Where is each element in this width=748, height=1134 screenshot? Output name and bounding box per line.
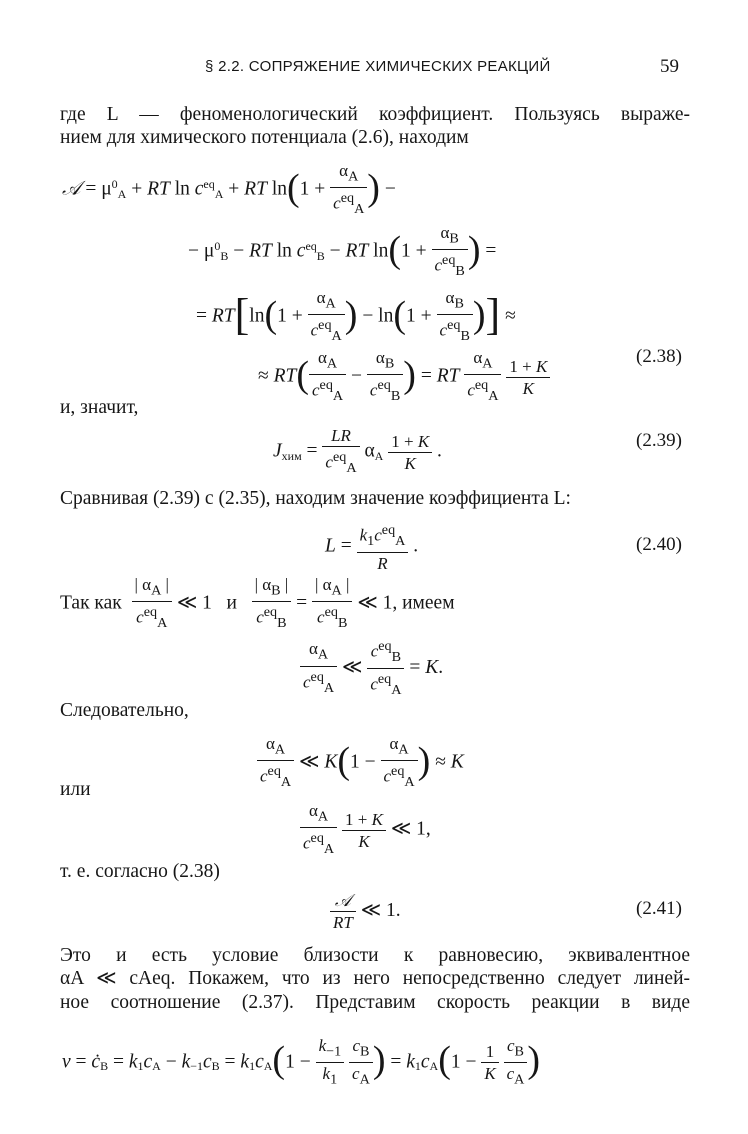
page-number: 59 (660, 56, 679, 77)
equation-number: (2.41) (636, 898, 682, 919)
equation-line: = RT[ln(1 + $\frac{\alpha_A}{c^{eq}_A}$ ) − ln(1 + $\frac{\alpha_B}{c^{eq}_B}$ )] ≈ (196, 288, 516, 345)
equation-line: Так как $\frac{| \alpha_A |}{c^{eq}_A}$ ≪ 1 и $\frac{| \alpha_B |}{c^{eq}_B}$ = $\frac{| \alpha_A |}{c^{eq}_B}$ ≪ 1, имеем (60, 575, 455, 632)
equation-number: (2.38) (636, 346, 682, 367)
equation-line: $\frac{\alpha_A}{c^{eq}_A}$ $\frac{1 + K}{K}$ ≪ 1, (300, 800, 431, 860)
text-fragment: и (226, 592, 237, 614)
text-line: и, значит, (60, 397, 139, 418)
equation-number: (2.39) (636, 430, 682, 451)
text-fragment: Так как (60, 592, 122, 614)
text-line: или (60, 779, 91, 800)
equation-line: − $\mu^0B$ − RT $\ln c^{eq}B$ − RT ln(1 + $\frac{\alpha_B}{c^{eq}_B}$ ) = (188, 223, 497, 280)
equation-line: 𝒜 = $\mu^0A$ + RT $\ln c^{eq}A$ + RT ln(1 + $\frac{\alpha_A}{c^{eq}_A}$ ) − (62, 161, 396, 218)
equation-line: $\frac{\alpha_A}{c^{eq}_A}$ ≪ $\frac{c^{eq}_B}{c^{eq}_A}$ = K. (300, 636, 443, 701)
equation-number: (2.40) (636, 534, 682, 555)
text-line: αA ≪ cAeq. Покажем, что из него непосредственно следует линей- (60, 968, 690, 989)
text-line: т. е. согласно (2.38) (60, 861, 220, 882)
text-line: нием для химического потенциала (2.6), находим (60, 127, 469, 148)
equation-line: $\frac{\text{𝒜}}{RT}$ ≪ 1. (330, 890, 401, 933)
text-line: ное соотношение (2.37). Представим скорость реакции в виде (60, 992, 690, 1013)
equation-line: L = $\frac{k_1c^{eq}_A}{R}$ . (325, 522, 419, 574)
text-line: Сравнивая (2.39) с (2.35), находим значение коэффициента L: (60, 488, 571, 509)
text-line: Следовательно, (60, 700, 189, 721)
running-header (0, 52, 748, 84)
equation-line: ≈ RT( $\frac{\alpha_A}{c^{eq}_A}$ − $\frac{\alpha_B}{c^{eq}_B}$ ) = RT $\frac{\alpha_A}{c^{eq}_A}$ $\frac{1 + K}{K}$ (258, 347, 550, 407)
text-line: Это и есть условие близости к равновесию, эквивалентное (60, 945, 690, 966)
equation-line: Jхим = $\frac{LR}{c^{eq}_A}$ αA $\frac{1 + K}{K}$ . (273, 426, 442, 477)
text-line: где L — феноменологический коэффициент. Пользуясь выраже- (60, 104, 690, 125)
equation-line: v = ċB = k1cA − k−1cB = k1cA(1 − $\frac{k_{-1}}{k_1}$ $\frac{c_B}{c_A}$ ) = k1cA(1 − $\frac{1}{K}$ $\frac{c_B}{c_A}$ ) (62, 1036, 541, 1088)
text-fragment: , имеем (392, 592, 455, 614)
section-title: § 2.2. СОПРЯЖЕНИЕ ХИМИЧЕСКИХ РЕАКЦИЙ (205, 58, 551, 75)
equation-line: $\frac{\alpha_A}{c^{eq}_A}$ ≪ K(1 − $\frac{\alpha_A}{c^{eq}_A}$ ) ≈ K (257, 733, 464, 793)
